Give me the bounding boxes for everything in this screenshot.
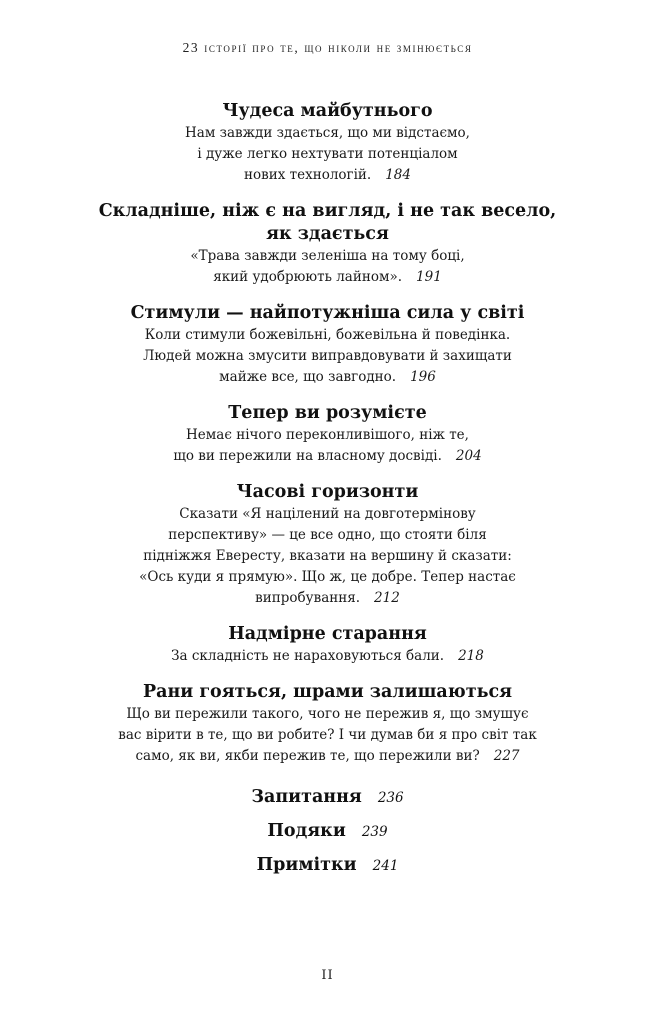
entry-description-text: випробування. — [255, 590, 361, 606]
toc-entry[interactable] — [0, 623, 655, 667]
entry-description-line — [0, 367, 655, 388]
page-number: 184 — [385, 167, 411, 183]
entry-description-line — [0, 165, 655, 186]
page-number: 191 — [416, 269, 442, 285]
page-number: 227 — [493, 748, 520, 764]
backmatter-title: Подяки — [267, 821, 346, 841]
entry-description-line — [0, 588, 655, 609]
entry-description-line: Немає нічого переконливішого, ніж те, — [186, 427, 469, 443]
page-number: 212 — [374, 590, 400, 606]
toc-entry[interactable] — [0, 302, 655, 388]
entry-description-line: Людей можна змусити виправдовувати й захищати — [143, 348, 512, 364]
backmatter-entry-acknowledgements[interactable] — [0, 815, 655, 849]
entry-title: Рани гояться, шрами залишаються — [142, 682, 513, 702]
entry-description-line: Нам завжди здається, що ми відстаємо, — [185, 125, 470, 141]
entry-title: Надмірне старання — [228, 624, 427, 644]
page-number: 196 — [410, 369, 436, 385]
entry-description-line — [0, 267, 655, 288]
page-number: 204 — [455, 448, 482, 464]
running-head: 23 історії про те, що ніколи не змінюється — [182, 40, 473, 55]
entry-description-text: само, як ви, якби пережив те, що пережили ви? — [135, 748, 480, 764]
backmatter-title: Примітки — [256, 855, 357, 875]
page-number: 239 — [361, 824, 388, 840]
entry-description-line: Коли стимули божевільні, божевільна й поведінка. — [144, 327, 511, 343]
entry-description-line: Сказати «Я націлений на довготермінову — [179, 506, 476, 522]
entry-description-text: майже все, що завгодно. — [219, 369, 397, 385]
entry-description-line: Що ви пережили такого, чого не пережив я, що змушує — [126, 706, 529, 722]
entry-title: Стимули — найпотужніша сила у світі — [130, 303, 525, 323]
backmatter-entry-questions[interactable] — [0, 781, 655, 815]
entry-description-line — [0, 746, 655, 767]
entry-title: Часові горизонти — [236, 482, 419, 502]
entry-description-line — [0, 446, 655, 467]
entry-description-line: перспективу» — це все одно, що стояти біля — [168, 527, 487, 543]
entry-description-line — [0, 646, 655, 667]
backmatter-entry-notes[interactable] — [0, 849, 655, 883]
folio-page-number: II — [321, 968, 334, 983]
page-number: 236 — [377, 790, 404, 806]
table-of-contents — [0, 100, 655, 883]
toc-entry[interactable] — [0, 200, 655, 288]
entry-title: Тепер ви розумієте — [228, 403, 427, 423]
page-number: 241 — [372, 858, 399, 874]
entry-description-text: За складність не нараховуються бали. — [171, 648, 445, 664]
entry-title: Чудеса майбутнього — [222, 101, 433, 121]
entry-description-line: «Ось куди я прямую». Що ж, це добре. Тепер настає — [139, 569, 516, 585]
backmatter-list — [0, 781, 655, 883]
entry-description-line: вас вірити в те, що ви робите? І чи думав би я про світ так — [118, 727, 537, 743]
toc-entry[interactable] — [0, 481, 655, 609]
entry-description-text: який удобрюють лайном». — [213, 269, 403, 285]
backmatter-title: Запитання — [251, 787, 362, 807]
entry-description-text: що ви пережили на власному досвіді. — [173, 448, 442, 464]
entry-description-line: «Трава завжди зеленіша на тому боці, — [190, 248, 465, 264]
toc-entry[interactable] — [0, 402, 655, 467]
toc-entry[interactable] — [0, 100, 655, 186]
entry-description-line: підніжжя Евересту, вказати на вершину й сказати: — [143, 548, 512, 564]
entry-title-continued: як здається — [266, 224, 389, 244]
entry-description-text: нових технологій. — [244, 167, 372, 183]
entry-title: Складніше, ніж є на вигляд, і не так весело, — [98, 201, 557, 221]
page-number: 218 — [458, 648, 484, 664]
toc-entry[interactable] — [0, 681, 655, 767]
entry-description-line: і дуже легко нехтувати потенціалом — [197, 146, 458, 162]
